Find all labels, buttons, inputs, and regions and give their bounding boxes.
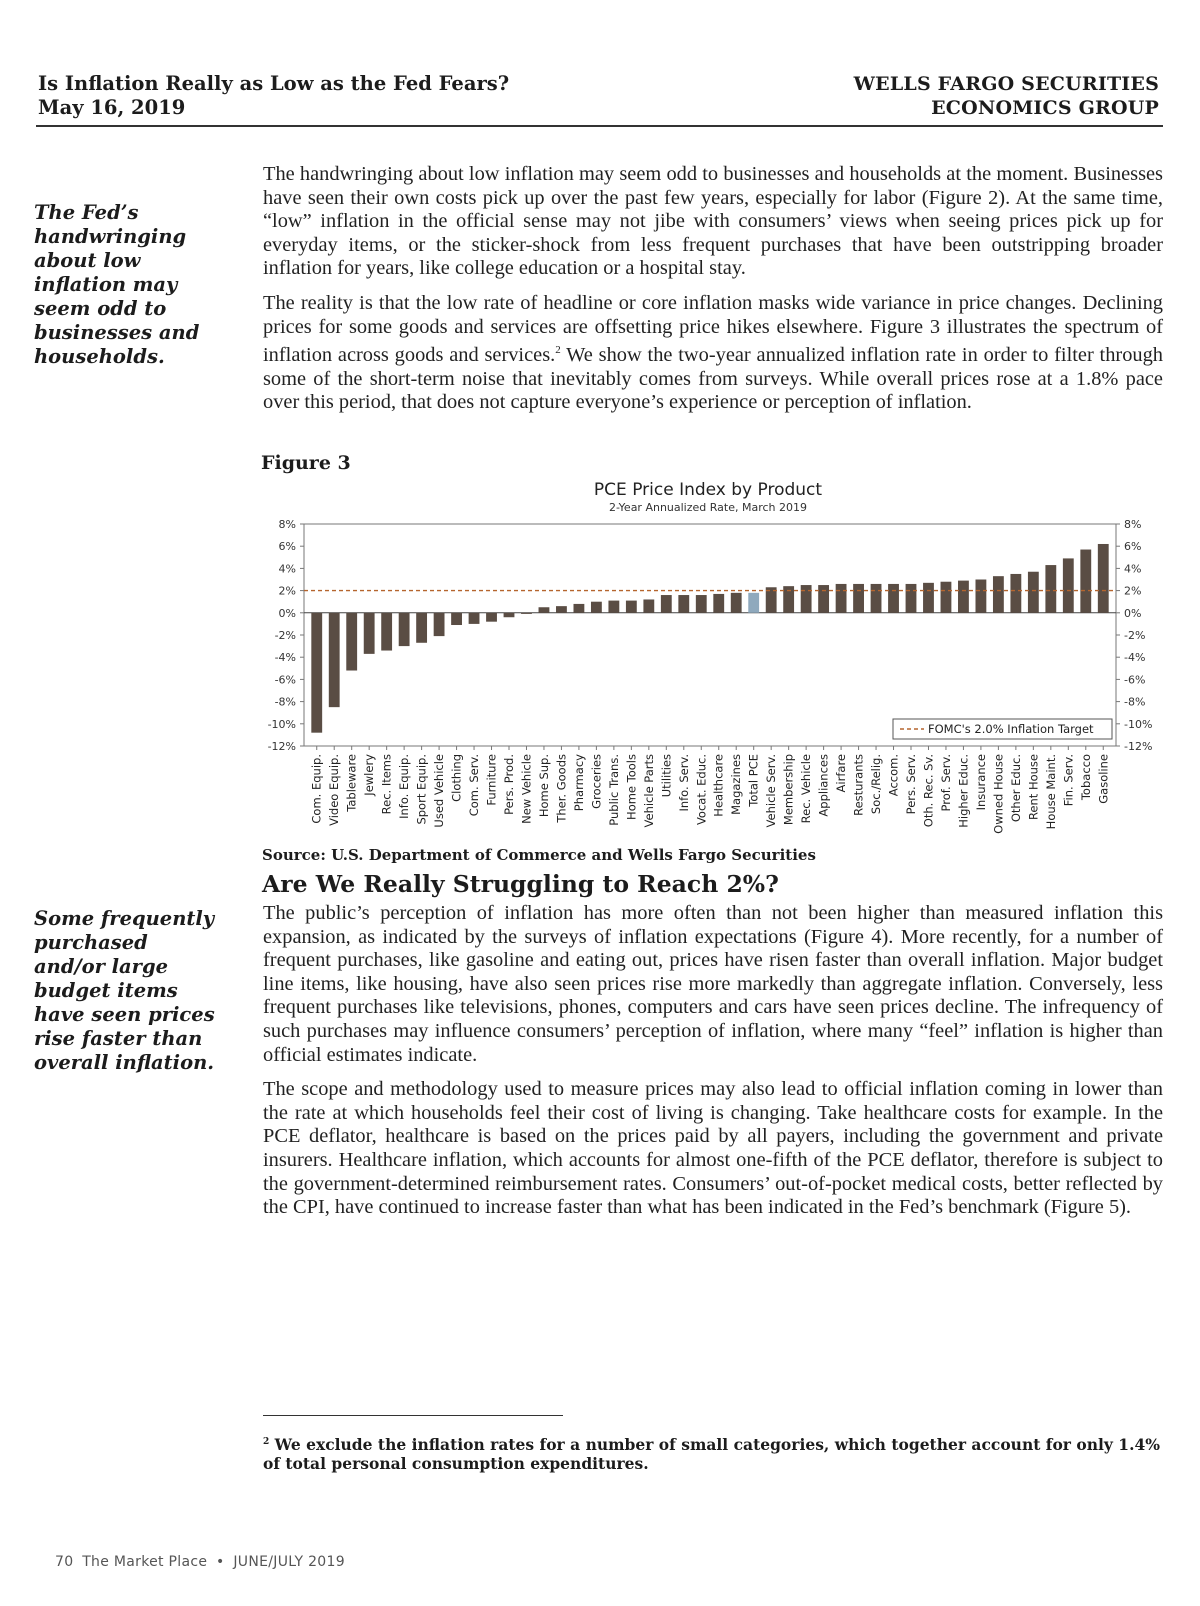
paragraph-2 [263, 292, 1163, 415]
x-tick-label: House Maint. [1043, 754, 1058, 830]
x-tick-label: Pers. Prod. [502, 754, 516, 815]
y-tick-label-right: 0% [1124, 606, 1142, 620]
bar [748, 593, 759, 613]
x-tick-label: Info. Equip. [397, 754, 412, 819]
bar [958, 581, 969, 613]
y-tick-label-right: -2% [1124, 629, 1146, 642]
org-name: WELLS FARGO SECURITIES [853, 73, 1159, 95]
bar [696, 595, 707, 613]
y-tick-label-left: 0% [278, 606, 296, 620]
bar [608, 601, 619, 613]
legend-label: FOMC's 2.0% Inflation Target [928, 722, 1094, 736]
bar [346, 613, 357, 671]
paragraph-4: The scope and methodology used to measure prices may also lead to official inflation coming in lower than the rate at which households feel their cost of living is changing. Take healthcare costs for example. In the PCE deflator, healthcare is based on the prices paid by all payers, including the government and private insurers. Healthcare inflation, which accounts for almost one-fifth of the PCE deflator, therefore is subject to the government-determined reimbursement rates. Consumers’ out-of-pocket medical costs, better reflected by the CPI, have continued to increase faster than what has been indicated in the Fed’s benchmark (Figure 5). [263, 1078, 1163, 1219]
x-tick-label: Accom. [886, 754, 901, 797]
bar [643, 599, 654, 612]
x-tick-label: Home Sup. [536, 754, 551, 818]
bar [923, 583, 934, 613]
x-tick-label: Prof. Serv. [938, 754, 953, 812]
bar [993, 576, 1004, 613]
x-tick-label: Rec. Vehicle [799, 754, 814, 824]
publication-name: The Market Place [82, 1554, 208, 1570]
report-title: Is Inflation Really as Low as the Fed Fears? [38, 72, 510, 95]
bar [801, 585, 812, 613]
x-tick-label: Video Equip. [327, 754, 342, 826]
bar [539, 607, 550, 613]
x-tick-label: Info. Serv. [676, 754, 691, 812]
sidenote-fed-handwringing: The Fed’s handwringing about low inflation may seem odd to businesses and households. [34, 201, 200, 368]
bar [416, 613, 427, 643]
y-tick-label-right: 8% [1124, 518, 1142, 531]
x-tick-label: Clothing [449, 754, 464, 802]
bar [573, 604, 584, 613]
y-axis-left [268, 518, 304, 753]
bar [713, 594, 724, 613]
bar [888, 584, 899, 613]
intro-text [263, 163, 1163, 415]
x-tick-label: Rec. Items [379, 754, 394, 815]
sidenote-frequent-purchases: Some frequently purchased and/or large budget items have seen prices rise faster than overall inflation. [34, 907, 215, 1074]
y-tick-label-left: 6% [278, 540, 296, 554]
figure-label: Figure 3 [261, 452, 351, 474]
bar [941, 582, 952, 613]
y-tick-label-right: -12% [1124, 740, 1153, 753]
bar [975, 580, 986, 613]
footnote-text: We exclude the inflation rates for a number of small categories, which together account for only 1.4% of total personal consumption expenditures. [263, 1435, 1160, 1474]
y-tick-label-right: -8% [1124, 695, 1146, 709]
bar [626, 601, 637, 613]
x-tick-label: Fin. Serv. [1061, 754, 1076, 807]
x-tick-label: Public Trans. [606, 754, 621, 826]
bar [1063, 558, 1074, 612]
figure-source: Source: U.S. Department of Commerce and Wells Fargo Securities [262, 846, 816, 864]
x-tick-label: New Vehicle [519, 754, 534, 824]
bar [818, 585, 829, 613]
x-tick-label: Other Educ. [1008, 754, 1023, 823]
bar [1098, 544, 1109, 613]
x-tick-label: Home Tools [624, 754, 639, 820]
y-tick-label-right: -10% [1124, 717, 1153, 731]
bar [364, 613, 375, 654]
x-tick-label: Total PCE [746, 754, 761, 807]
x-tick-label: Vehicle Parts [641, 754, 656, 828]
y-tick-label-right: 6% [1124, 540, 1142, 554]
x-axis-labels [310, 746, 1111, 834]
footnote-divider [263, 1415, 563, 1416]
section-heading: Are We Really Struggling to Reach 2%? [262, 870, 779, 898]
page-footer [55, 1554, 349, 1570]
bar [731, 593, 742, 613]
footnote-2 [263, 1433, 1160, 1473]
y-tick-label-right: 2% [1124, 584, 1142, 598]
page-number: 70 [55, 1554, 74, 1570]
bar [521, 613, 532, 614]
bar [381, 613, 392, 651]
bar [504, 613, 515, 617]
bar [556, 606, 567, 613]
bar [311, 613, 322, 733]
x-tick-label: Membership [781, 754, 796, 826]
x-tick-label: Used Vehicle [432, 754, 447, 828]
page-header [36, 70, 1163, 127]
bar [591, 602, 602, 613]
x-tick-label: Sport Equip. [414, 754, 429, 825]
y-tick-label-left: -8% [274, 695, 296, 709]
footnote-marker: 2 [263, 1437, 270, 1447]
x-tick-label: Pers. Serv. [904, 754, 918, 815]
bar [836, 584, 847, 613]
org-group: ECONOMICS GROUP [931, 97, 1159, 119]
y-tick-label-left: 4% [278, 562, 296, 576]
y-tick-label-left: -2% [274, 629, 296, 642]
x-tick-label: Higher Educ. [956, 754, 971, 828]
bar [1080, 550, 1091, 613]
y-tick-label-left: -6% [274, 673, 296, 687]
bar [1010, 574, 1021, 613]
x-tick-label: Tobacco [1078, 754, 1093, 801]
paragraph-1: The handwringing about low inflation may seem odd to businesses and households at the moment. Businesses have seen their own costs pick up over the past few years, especially for labor (Figure 2). At the same time, “low” inflation in the official sense may not jibe with consumers’ views when seeing prices pick up for everyday items, or the sticker-shock from less frequent purchases that have been outstripping broader inflation for years, like college education or a hospital stay. [263, 163, 1163, 280]
bar [451, 613, 462, 625]
y-tick-label-left: -4% [274, 651, 296, 665]
x-tick-label: Tableware [344, 754, 359, 812]
x-tick-label: Vocat. Educ. [694, 754, 709, 826]
x-tick-label: Soc./Relig. [869, 754, 884, 815]
x-tick-label: Vehicle Serv. [764, 754, 779, 828]
x-tick-label: Ther. Goods [554, 754, 569, 823]
x-tick-label: Com. Serv. [467, 754, 482, 817]
chart-title: PCE Price Index by Product [593, 480, 823, 500]
bar [853, 584, 864, 613]
x-tick-label: Furniture [484, 754, 499, 806]
pce-bar-chart [258, 473, 1153, 843]
x-tick-label: Insurance [973, 754, 988, 811]
bar [906, 584, 917, 613]
header-left [38, 72, 509, 120]
legend [893, 719, 1112, 739]
bar [469, 613, 480, 624]
x-tick-label: Pharmacy [571, 754, 586, 812]
chart-subtitle: 2-Year Annualized Rate, March 2019 [609, 501, 807, 514]
bar [661, 595, 672, 613]
bar [1045, 565, 1056, 613]
y-tick-label-right: -4% [1124, 651, 1146, 665]
x-tick-label: Groceries [589, 754, 604, 809]
x-tick-label: Owned House [991, 754, 1006, 834]
bar [871, 584, 882, 613]
y-tick-label-left: 2% [278, 584, 296, 598]
x-tick-label: Healthcare [711, 754, 726, 817]
x-tick-label: Airfare [834, 754, 849, 793]
x-tick-label: Jewlery [362, 754, 377, 796]
footnote-ref-2[interactable]: 2 [555, 344, 561, 357]
paragraph-2-part-a: The reality is that the low rate of headline or core inflation masks wide variance in price changes. Declining prices for some goods and services are offsetting price hikes elsewhere. Figure 3 illustrates the spectrum of inflation across goods and services. [263, 291, 1163, 366]
y-tick-label-left: -12% [267, 740, 296, 753]
x-tick-label: Magazines [729, 754, 744, 815]
x-tick-label: Utilities [659, 754, 674, 798]
x-tick-label: Resturants [851, 754, 866, 816]
y-tick-label-right: 4% [1124, 562, 1142, 576]
paragraph-2-part-b: We show the two-year annualized inflation rate in order to filter through some of the short-term noise that inevitably comes from surveys. While overall prices rose at a 1.8% pace over this period, that does not capture everyone’s experience or perception of inflation. [263, 343, 1163, 414]
x-tick-label: Appliances [816, 754, 831, 817]
bar [486, 613, 497, 622]
bar [678, 595, 689, 613]
x-tick-label: Oth. Rec. Sv. [921, 754, 936, 828]
report-date: May 16, 2019 [38, 96, 186, 119]
y-axis-right [1116, 518, 1152, 753]
footer-separator: • [216, 1554, 225, 1570]
bar [399, 613, 410, 646]
section-text [263, 902, 1163, 1220]
issue-date: JUNE/JULY 2019 [233, 1554, 345, 1570]
x-tick-label: Com. Equip. [309, 754, 324, 824]
y-tick-label-left: -10% [267, 717, 296, 731]
bar [1028, 572, 1039, 613]
y-tick-label-left: 8% [278, 518, 296, 531]
bars-group [304, 544, 1116, 733]
bar [434, 613, 445, 636]
y-tick-label-right: -6% [1124, 673, 1146, 687]
paragraph-3: The public’s perception of inflation has more often than not been higher than measured inflation this expansion, as indicated by the surveys of inflation expectations (Figure 4). More recently, for a number of frequent purchases, like gasoline and eating out, prices have risen faster than overall inflation. Major budget line items, like housing, have also seen prices rise more markedly than aggregate inflation. Conversely, less frequent purchases like televisions, phones, computers and cars have seen prices decline. The infrequency of such purchases may influence consumers’ perception of inflation, where many “feel” inflation is higher than official estimates indicate. [263, 902, 1163, 1066]
bar [329, 613, 340, 707]
x-tick-label: Gasoline [1096, 754, 1111, 804]
x-tick-label: Rent House [1026, 754, 1041, 821]
header-right [854, 72, 1159, 120]
